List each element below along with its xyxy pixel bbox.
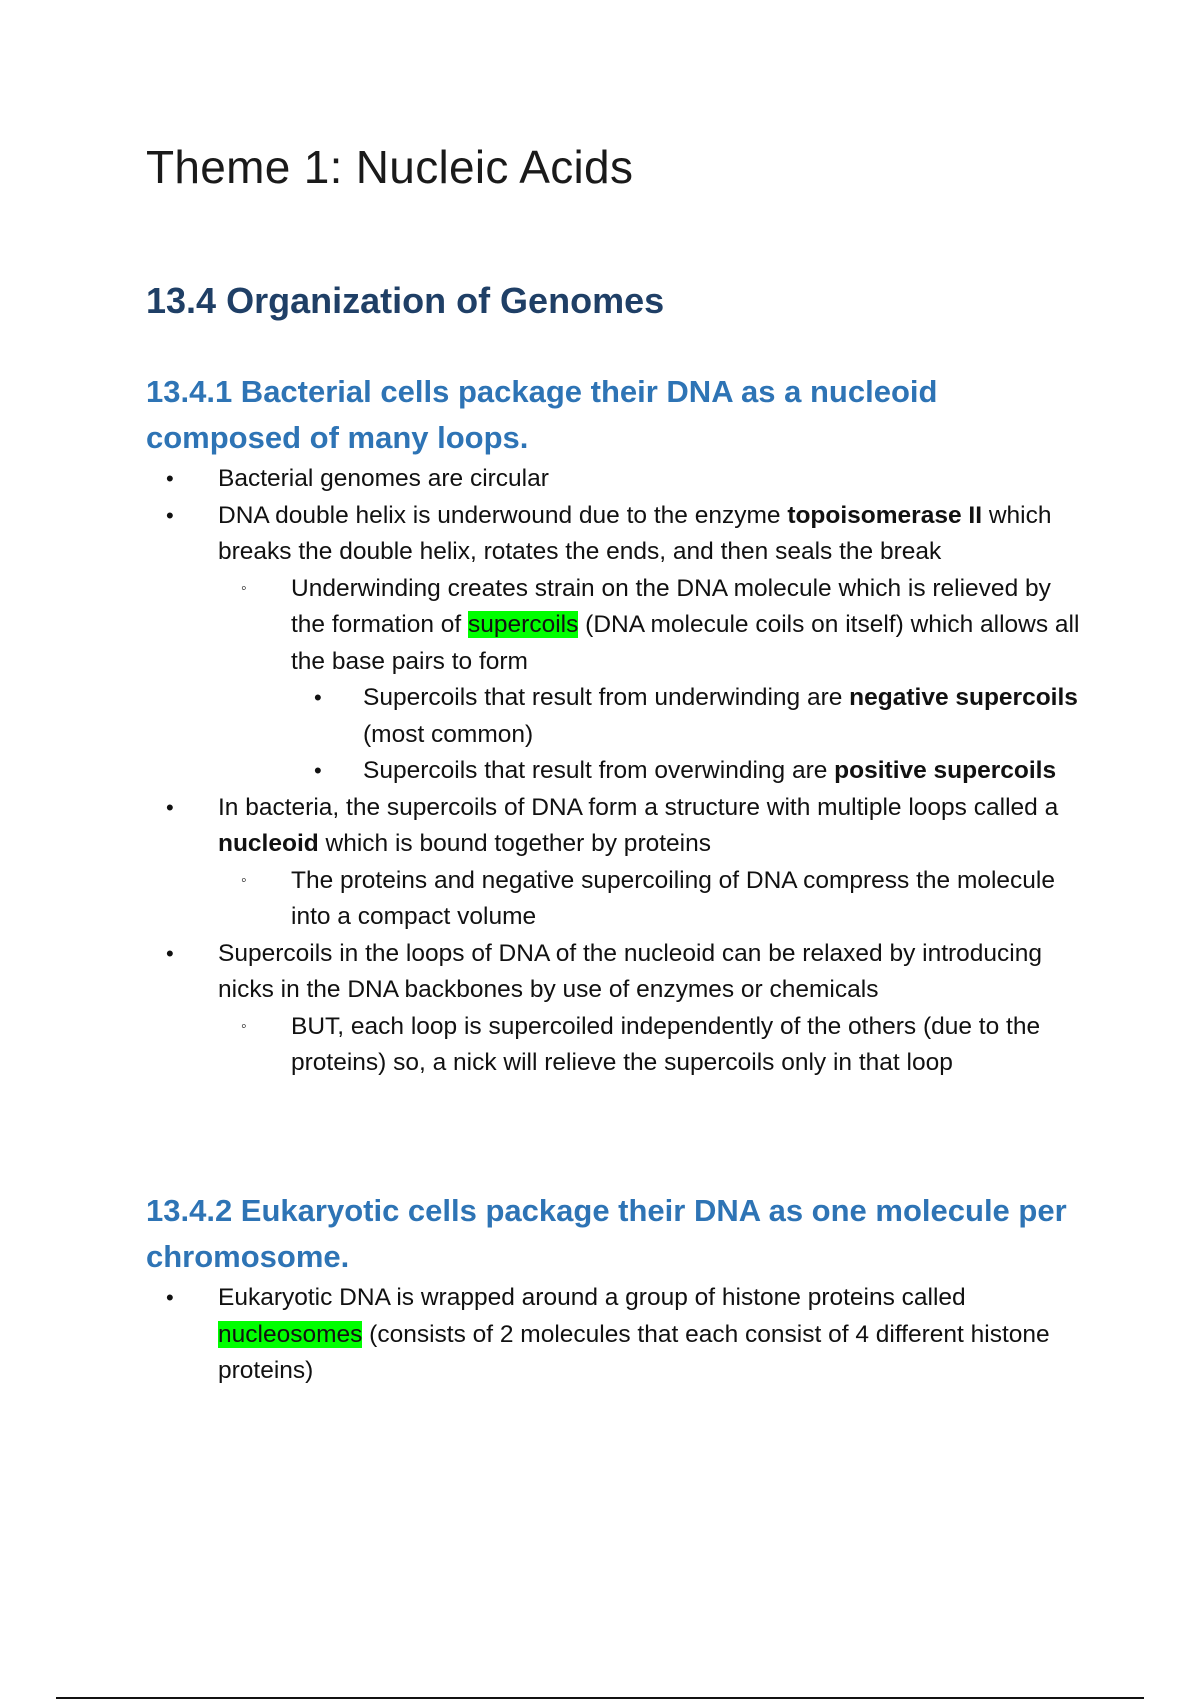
bullet-icon: • xyxy=(314,685,322,710)
bold-term: negative supercoils xyxy=(849,684,1078,711)
highlighted-term: nucleosomes xyxy=(218,1320,363,1348)
highlighted-term: supercoils xyxy=(468,611,579,638)
bullet-icon: • xyxy=(166,466,174,491)
list-item: • Bacterial genomes are circular xyxy=(146,461,1086,498)
list-item: ◦ Underwinding creates strain on the DNA molecule which is relieved by the formation of supercoils (DNA molecule coils on itself) which allows all the base pairs to form xyxy=(146,571,1086,681)
bold-term: topoisomerase II xyxy=(787,501,983,529)
bullet-list xyxy=(146,461,1086,1082)
list-item: ◦ BUT, each loop is supercoiled independently of the others (due to the proteins) so, a nick will relieve the supercoils only in that loop xyxy=(146,1009,1086,1082)
document-title: Theme 1: Nucleic Acids xyxy=(146,141,634,193)
bullet-icon: • xyxy=(314,758,322,783)
bold-term: nucleoid xyxy=(218,830,319,857)
section-heading: 13.4.1 Bacterial cells package their DNA as a nucleoid composed of many loops. xyxy=(146,374,938,455)
list-item: • Supercoils that result from overwinding are positive supercoils xyxy=(146,753,1086,790)
bullet-list xyxy=(146,1280,1086,1390)
list-item: ◦ The proteins and negative supercoiling of DNA compress the molecule into a compact volume xyxy=(146,863,1086,936)
bullet-icon: • xyxy=(166,940,174,966)
hollow-bullet-icon: ◦ xyxy=(241,1017,247,1035)
list-item: • Supercoils that result from underwinding are negative supercoils (most common) xyxy=(146,680,1086,753)
list-item: • Supercoils in the loops of DNA of the nucleoid can be relaxed by introducing nicks in the DNA backbones by use of enzymes or chemicals xyxy=(146,936,1086,1009)
list-item: • Eukaryotic DNA is wrapped around a group of histone proteins called nucleosomes (consists of 2 molecules that each consist of 4 different histone proteins) xyxy=(146,1280,1086,1390)
list-item: • In bacteria, the supercoils of DNA form a structure with multiple loops called a nucleoid which is bound together by proteins xyxy=(146,790,1086,863)
bullet-icon: • xyxy=(166,1285,174,1310)
hollow-bullet-icon: ◦ xyxy=(241,871,247,889)
bold-term: positive supercoils xyxy=(834,757,1057,784)
section-13-4-2 xyxy=(146,1188,1086,1390)
list-item: • DNA double helix is underwound due to the enzyme topoisomerase II which breaks the double helix, rotates the ends, and then seals the break xyxy=(146,498,1086,571)
bullet-icon: • xyxy=(166,502,174,528)
bullet-icon: • xyxy=(166,794,174,820)
section-13-4-1 xyxy=(146,369,1086,1082)
hollow-bullet-icon: ◦ xyxy=(241,579,247,597)
section-heading: 13.4.2 Eukaryotic cells package their DNA as one molecule per chromosome. xyxy=(146,1193,1067,1274)
footer-rule xyxy=(56,1697,1144,1699)
chapter-heading: 13.4 Organization of Genomes xyxy=(146,280,665,321)
